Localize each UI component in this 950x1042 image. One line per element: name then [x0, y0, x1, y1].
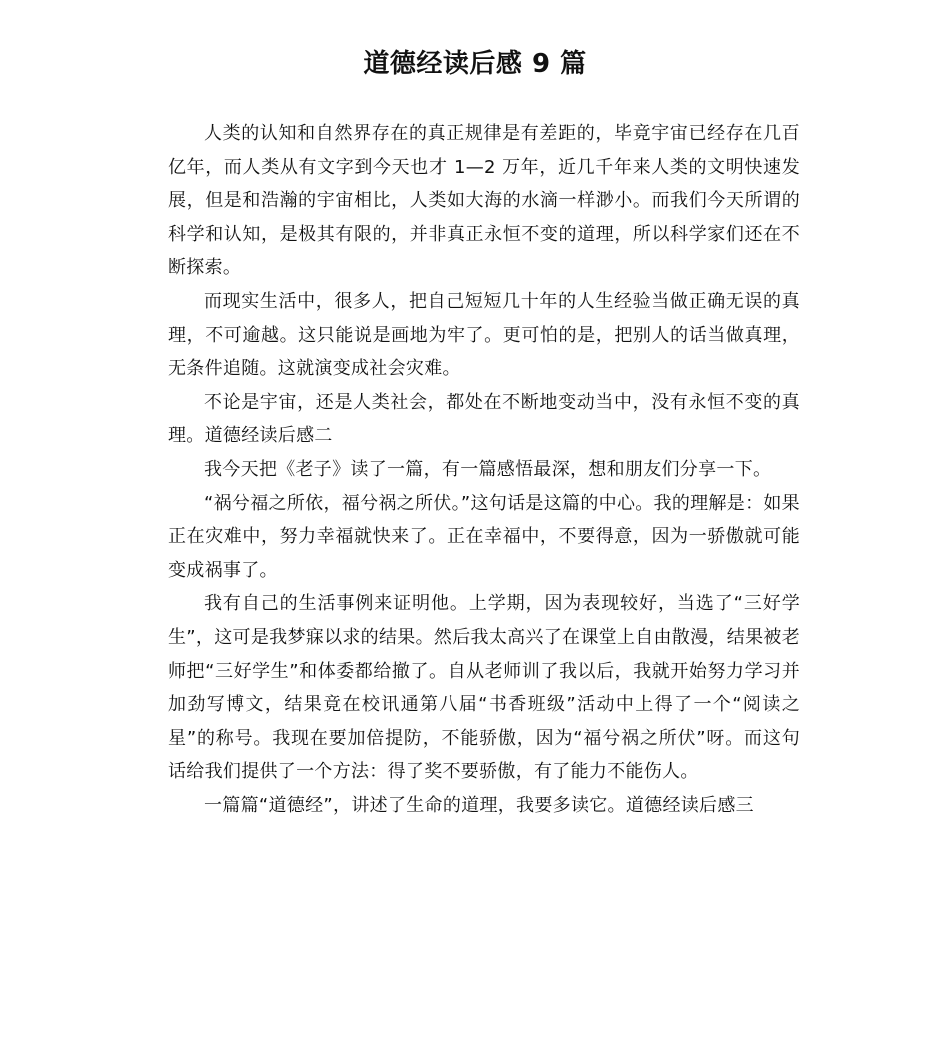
paragraph-6: 我有自己的生活事例来证明他。上学期，因为表现较好，当选了“三好学生”，这可是我梦寐以求的结果。然后我太高兴了在课堂上自由散漫，结果被老师把“三好学生”和体委都给撤了。自从老师训了我以后，我就开始努力学习并加劲写博文，结果竟在校讯通第八届“书香班级”活动中上得了一个“阅读之星”的称号。我现在要加倍提防，不能骄傲，因为“福兮祸之所伏”呀。而这句话给我们提供了一个方法：得了奖不要骄傲，有了能力不能伤人。	[168, 593, 800, 783]
paragraph-1: 人类的认知和自然界存在的真正规律是有差距的，毕竟宇宙已经存在几百亿年，而人类从有文字到今天也才 1—2 万年，近几千年来人类的文明快速发展，但是和浩瀚的宇宙相比，人类如大海的水滴一样渺小。而我们今天所谓的科学和认知，是极其有限的，并非真正永恒不变的道理，所以科学家们还在不断探索。	[168, 123, 800, 279]
paragraph-5: “祸兮福之所依，福兮祸之所伏。”这句话是这篇的中心。我的理解是：如果正在灾难中，努力幸福就快来了。正在幸福中，不要得意，因为一骄傲就可能变成祸事了。	[168, 492, 800, 581]
paragraph-3: 不论是宇宙，还是人类社会，都处在不断地变动当中，没有永恒不变的真理。道德经读后感二	[168, 391, 800, 447]
document-body	[168, 117, 800, 822]
document-title: 道德经读后感 9 篇	[363, 49, 587, 79]
paragraph-2: 而现实生活中，很多人，把自己短短几十年的人生经验当做正确无误的真理，不可逾越。这只能说是画地为牢了。更可怕的是，把别人的话当做真理，无条件追随。这就演变成社会灾难。	[168, 290, 800, 380]
paragraph-7: 一篇篇“道德经”，讲述了生命的道理，我要多读它。道德经读后感三	[204, 794, 754, 816]
paragraph-4: 我今天把《老子》读了一篇，有一篇感悟最深，想和朋友们分享一下。	[204, 458, 772, 480]
